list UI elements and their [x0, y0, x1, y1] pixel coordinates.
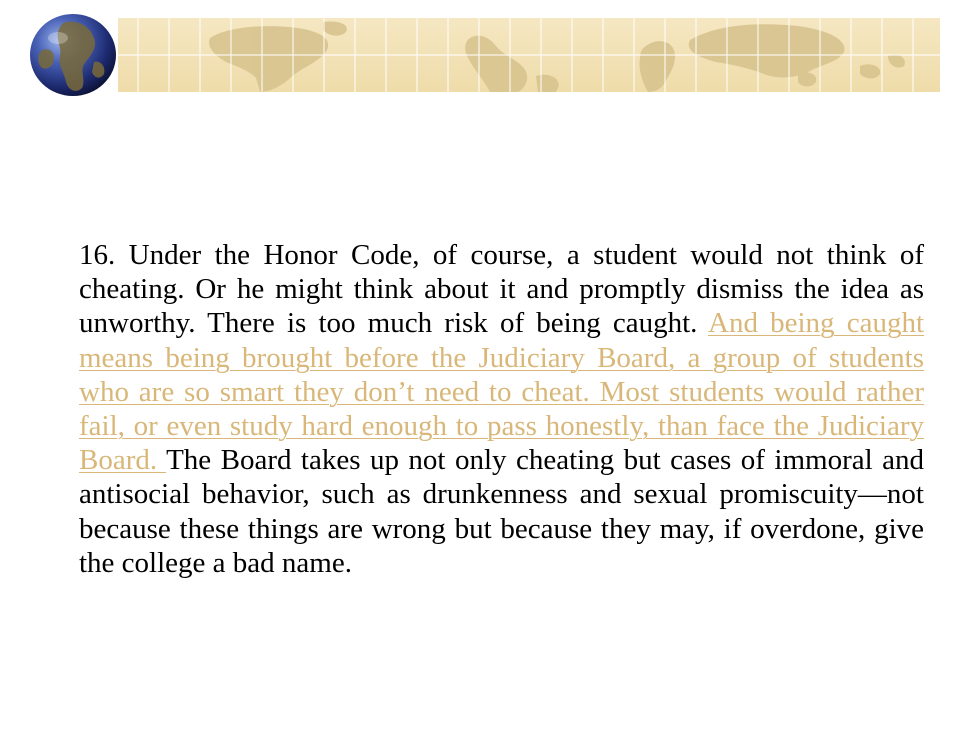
- paragraph-closing-text: The Board takes up not only cheating but cases of immoral and antisocial behavior, such as drunkenness and sexual promiscuity—not because these things are wrong but because they may, if overdone, give the college a bad name.: [79, 444, 924, 579]
- paragraph-link-text[interactable]: And being caught means being brought before the Judiciary Board, a group of students who are so smart they don’t need to cheat. Most students would rather fail, or even study hard enough to pass honestly, than face the Judiciary Board.: [79, 307, 925, 477]
- body-paragraph: [79, 238, 924, 580]
- globe-icon: [28, 12, 118, 98]
- paragraph-intro-text: 16. Under the Honor Code, of course, a student would not think of cheating. Or he might think about it and promptly dismiss the idea as unworthy. There is too much risk of being caught.: [79, 239, 924, 340]
- world-map-banner: [118, 18, 940, 92]
